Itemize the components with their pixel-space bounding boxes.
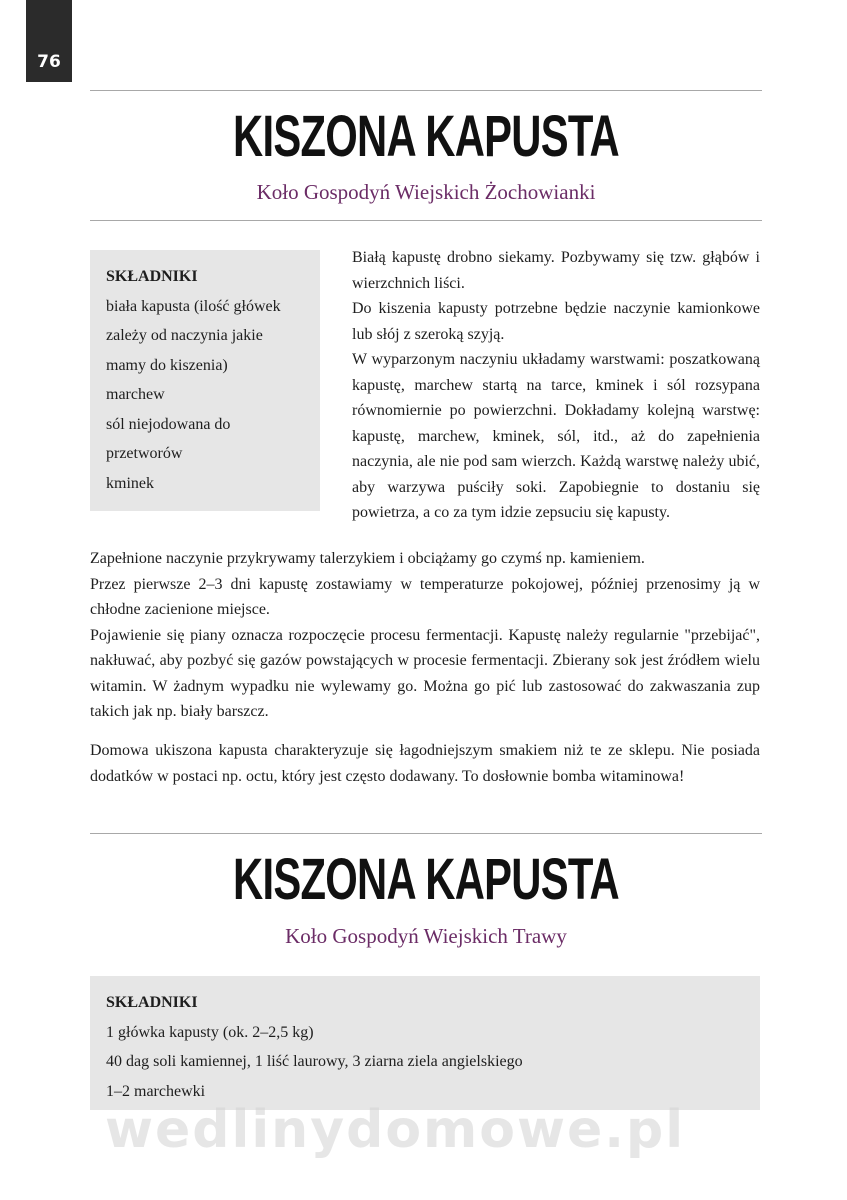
watermark: wedlinydomowe.pl <box>105 1100 686 1160</box>
method-paragraph: Białą kapustę drobno siekamy. Pozbywamy się tzw. głąbów i wierzchnich liści. <box>352 249 760 292</box>
ingredient-item: kminek <box>106 474 154 492</box>
ingredient-item: mamy do kiszenia) <box>106 356 228 374</box>
ingredient-item: biała kapusta (ilość główek <box>106 297 281 315</box>
method-paragraph: Pojawienie się piany oznacza rozpoczęcie procesu fermentacji. Kapustę należy regularnie "przebijać", nakłuwać, aby pozbyć się gazów powstających w procesie fermentacji. Zbierany sok jest źródłem wielu witamin. W żadnym wypadku nie wylewamy go. Można go pić lub zastosować do zakwaszania zup takich jak np. biały barszcz. <box>90 626 760 720</box>
closing-paragraph: Domowa ukiszona kapusta charakteryzuje się łagodniejszym smakiem niż te ze sklepu. Nie posiada dodatków w postaci np. octu, który jest często dodawany. To dosłownie bomba witaminowa! <box>90 742 760 785</box>
ingredient-item: przetworów <box>106 445 183 462</box>
recipe2-ingredients-box <box>90 976 760 1110</box>
ingredients-heading: SKŁADNIKI <box>106 994 198 1011</box>
method-paragraph: Przez pierwsze 2–3 dni kapustę zostawiamy w temperaturze pokojowej, później przenosimy ją w chłodne zacienione miejsce. <box>90 575 760 618</box>
recipe1-method-full <box>90 546 760 725</box>
page-number: 76 <box>26 0 72 82</box>
recipe1-title: KISZONA KAPUSTA <box>233 104 619 169</box>
ingredient-item: 1 główka kapusty (ok. 2–2,5 kg) <box>106 1023 314 1041</box>
ingredients-heading: SKŁADNIKI <box>106 268 198 285</box>
recipe2-top-divider <box>90 833 762 834</box>
recipe2-subtitle: Koło Gospodyń Wiejskich Trawy <box>285 924 567 948</box>
method-paragraph: W wyparzonym naczyniu układamy warstwami: poszatkowaną kapustę, marchew startą na tarce, kminek i sól rozsypana równomiernie po powierzchni. Dokładamy kolejną warstwę: kapustę, marchew, kminek, sól, itd., aż do zapełnienia naczynia, ale nie pod sam wierzch. Każdą warstwę należy ubić, aby warzywa puściły soki. Zapobiegnie to dostaniu się powietrza, a co za tym idzie zepsuciu się kapusty. <box>352 351 760 521</box>
ingredient-item: sól niejodowana do <box>106 415 231 433</box>
ingredient-item: 40 dag soli kamiennej, 1 liść laurowy, 3 ziarna ziela angielskiego <box>106 1053 523 1070</box>
recipe1-closing <box>90 738 760 789</box>
ingredient-item: zależy od naczynia jakie <box>106 327 263 344</box>
recipe2-title: KISZONA KAPUSTA <box>233 847 619 912</box>
top-divider <box>90 90 762 91</box>
ingredient-item: 1–2 marchewki <box>106 1082 206 1100</box>
recipe1-method-side <box>352 245 760 526</box>
method-paragraph: Zapełnione naczynie przykrywamy talerzykiem i obciążamy go czymś np. kamieniem. <box>90 550 645 567</box>
method-paragraph: Do kiszenia kapusty potrzebne będzie naczynie kamionkowe lub słój z szeroką szyją. <box>352 300 760 343</box>
recipe1-ingredients-box <box>90 250 320 511</box>
recipe1-divider <box>90 220 762 221</box>
recipe1-subtitle: Koło Gospodyń Wiejskich Żochowianki <box>256 180 596 204</box>
ingredient-item: marchew <box>106 386 165 403</box>
